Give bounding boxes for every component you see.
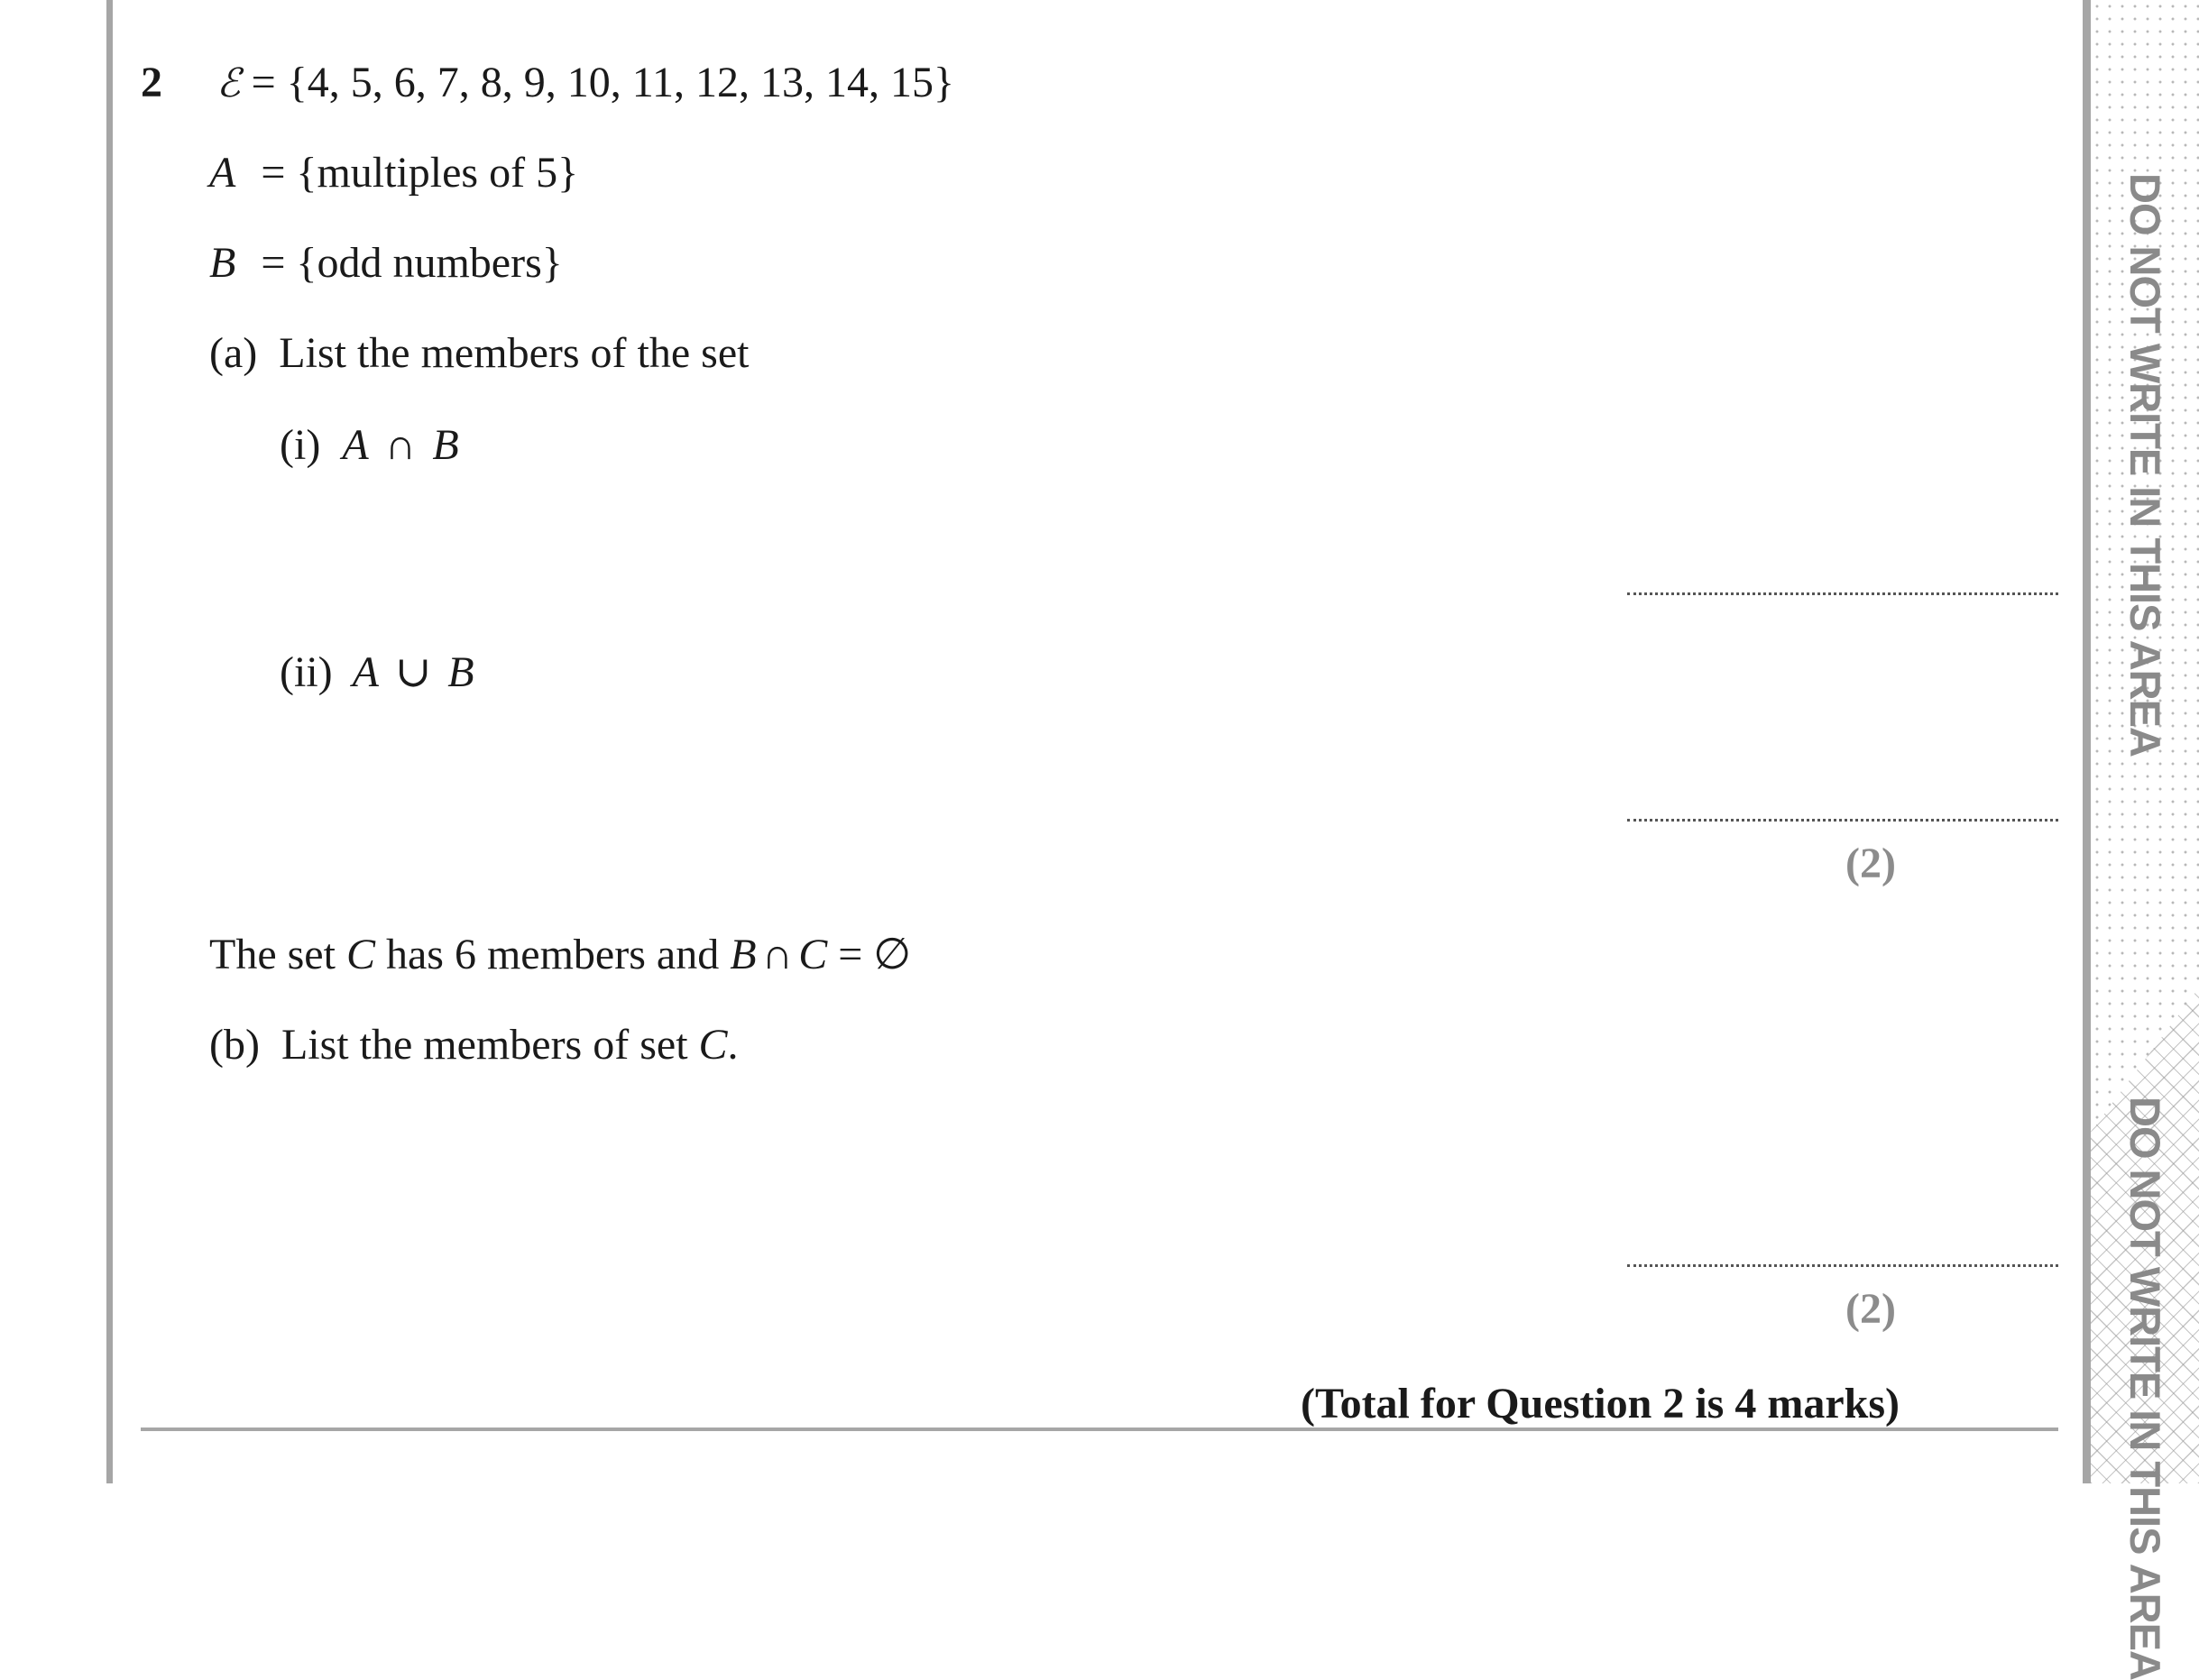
question-number-text: 2 (141, 59, 162, 106)
statement-left-set: B (730, 931, 757, 978)
right-border-rule (2083, 0, 2091, 1483)
universal-set-symbol: ℰ (216, 60, 241, 106)
question-total: (Total for Question 2 is 4 marks) (1300, 1380, 1900, 1428)
part-a-prompt (209, 329, 750, 377)
answer-line-b[interactable] (1627, 1264, 2058, 1267)
part-b-label: (b) (209, 1021, 260, 1069)
statement-set-c: C (345, 931, 375, 978)
part-a-text: List the members of the set (279, 329, 750, 377)
set-a-members: = {multiples of 5} (261, 149, 579, 197)
universal-set-members: = {4, 5, 6, 7, 8, 9, 10, 11, 12, 13, 14, 15} (251, 59, 955, 106)
statement-mid: has 6 members and (374, 931, 731, 978)
set-a-definition (209, 151, 578, 195)
set-c-statement (209, 933, 911, 977)
part-a-ii-label: (ii) (280, 648, 333, 696)
universal-set-line (216, 61, 954, 105)
answer-line-a-i[interactable] (1627, 592, 2058, 595)
margin-warning-lower-text: DO NOT WRITE IN THIS AREA (2121, 1097, 2169, 1680)
part-a-ii (280, 648, 474, 696)
part-b-set-c: C (698, 1021, 728, 1069)
part-a-ii-right-set: B (447, 648, 474, 696)
statement-tail: = ∅ (827, 931, 912, 978)
part-b-text: List the members of set (281, 1021, 699, 1069)
answer-line-a-ii[interactable] (1627, 819, 2058, 822)
question-bottom-rule (141, 1428, 2058, 1431)
part-b-tail: . (727, 1021, 739, 1069)
statement-intersection-symbol: ∩ (761, 931, 794, 978)
intersection-symbol: ∩ (384, 421, 417, 469)
set-a-name: A (209, 149, 236, 197)
part-a-i (280, 421, 459, 469)
set-b-definition (209, 239, 563, 287)
question-number (141, 61, 162, 105)
part-a-label: (a) (209, 329, 258, 377)
part-a-marks: (2) (1845, 840, 1896, 887)
part-b-marks: (2) (1845, 1285, 1896, 1333)
statement-right-set: C (798, 931, 828, 978)
part-a-i-left-set: A (342, 421, 369, 469)
left-border-rule (106, 0, 113, 1483)
union-symbol: ∪ (394, 648, 432, 696)
margin-warning-upper-text: DO NOT WRITE IN THIS AREA (2121, 173, 2169, 757)
set-b-name: B (209, 239, 236, 287)
set-b-members: = {odd numbers} (261, 239, 563, 287)
part-b-prompt (209, 1021, 739, 1069)
part-a-ii-left-set: A (352, 648, 379, 696)
statement-pre: The set (209, 931, 346, 978)
part-a-i-right-set: B (432, 421, 459, 469)
part-a-i-label: (i) (280, 421, 321, 469)
